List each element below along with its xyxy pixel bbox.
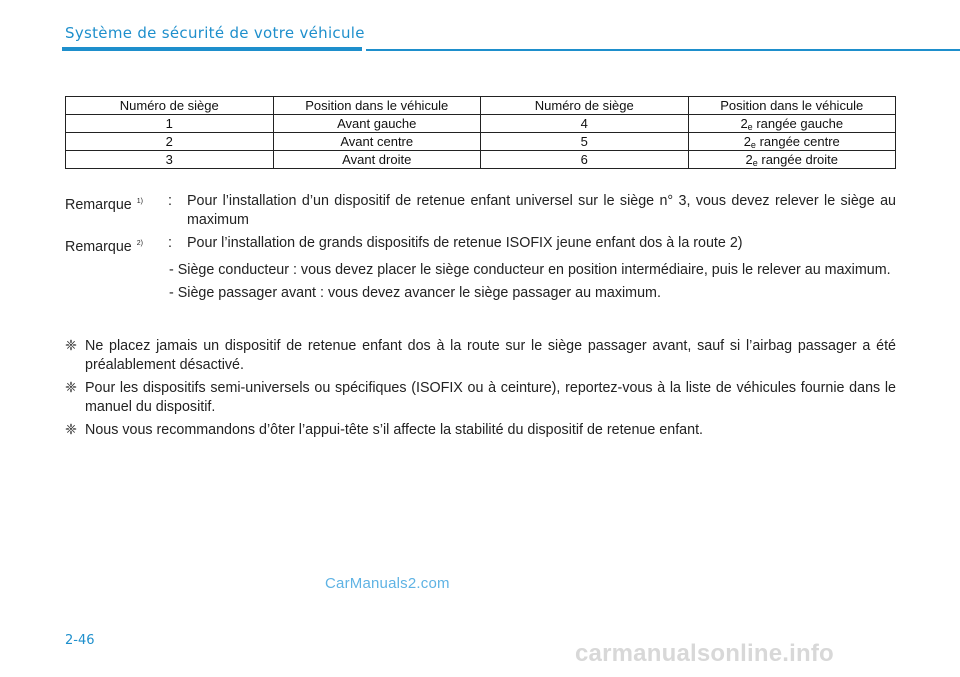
remark-label: Remarque: [65, 239, 132, 255]
warnings-list: [65, 337, 896, 444]
list-item: [65, 421, 896, 440]
row-position-text: rangée gauche: [756, 116, 844, 131]
seat-number-cell: 3: [66, 151, 274, 169]
remark-colon: :: [168, 193, 172, 209]
remark-marker: 1): [136, 198, 143, 205]
watermark-link[interactable]: CarManuals2.com: [325, 575, 450, 592]
bullet-text: Pour les dispositifs semi-universels ou spécifiques (ISOFIX ou à ceinture), reportez-vous à la liste de véhicules fournie dans le manuel du dispositif.: [85, 380, 896, 415]
section-title: Système de sécurité de votre véhicule: [65, 24, 365, 42]
header-rule-thick: [62, 47, 362, 51]
bullet-icon: ❈: [65, 380, 77, 396]
table-row: [66, 115, 896, 133]
row-position-text: rangée droite: [761, 152, 838, 167]
position-cell: Avant centre: [273, 133, 481, 151]
seat-number-cell: 2: [66, 133, 274, 151]
position-cell: [688, 151, 896, 169]
remark-1: [65, 192, 896, 230]
remark-label: Remarque: [65, 197, 132, 213]
remark-text: Pour l’installation d’un dispositif de retenue enfant universel sur le siège n° 3, vous devez relever le siège au maximum: [187, 193, 896, 228]
row-number: 2: [745, 152, 753, 167]
list-item: [65, 379, 896, 417]
row-number: 2: [740, 116, 748, 131]
bullet-icon: ❈: [65, 422, 77, 438]
position-cell: [688, 133, 896, 151]
row-number: 2: [743, 134, 751, 149]
row-ordinal: e: [747, 122, 753, 132]
remark-sub-item: - Siège conducteur : vous devez placer le siège conducteur en position intermédiaire, puis le relever au maximum.: [169, 262, 891, 278]
column-header: Numéro de siège: [481, 97, 689, 115]
list-item: [65, 337, 896, 375]
footer-site-watermark: carmanualsonline.info: [575, 640, 834, 667]
bullet-text: Ne placez jamais un dispositif de retenue enfant dos à la route sur le siège passager avant, sauf si l’airbag passager a été préalablement désactivé.: [85, 338, 896, 373]
page-number: 2-46: [65, 633, 95, 648]
seat-number-cell: 4: [481, 115, 689, 133]
column-header: Position dans le véhicule: [273, 97, 481, 115]
column-header: Position dans le véhicule: [688, 97, 896, 115]
remark-text: Pour l’installation de grands dispositifs de retenue ISOFIX jeune enfant dos à la route 2): [187, 235, 743, 251]
remark-sub-list: [65, 261, 896, 303]
position-cell: [688, 115, 896, 133]
bullet-text: Nous vous recommandons d’ôter l’appui-tête s’il affecte la stabilité du dispositif de retenue enfant.: [85, 422, 704, 438]
seat-number-cell: 6: [481, 151, 689, 169]
position-cell: Avant gauche: [273, 115, 481, 133]
remark-2: [65, 234, 896, 257]
remark-marker: 2): [136, 240, 143, 247]
remark-sub-item: - Siège passager avant : vous devez avancer le siège passager au maximum.: [169, 285, 661, 301]
row-ordinal: e: [752, 158, 758, 168]
bullet-icon: ❈: [65, 338, 77, 354]
row-position-text: rangée centre: [759, 134, 840, 149]
remark-colon: :: [168, 235, 172, 251]
column-header: Numéro de siège: [66, 97, 274, 115]
seat-number-cell: 1: [66, 115, 274, 133]
seat-number-cell: 5: [481, 133, 689, 151]
row-ordinal: e: [750, 140, 756, 150]
seat-position-table: [65, 96, 896, 169]
table-row: [66, 133, 896, 151]
header-rule-thin: [366, 49, 960, 51]
table-header-row: [66, 97, 896, 115]
position-cell: Avant droite: [273, 151, 481, 169]
remarks-block: [65, 192, 896, 303]
table-row: [66, 151, 896, 169]
